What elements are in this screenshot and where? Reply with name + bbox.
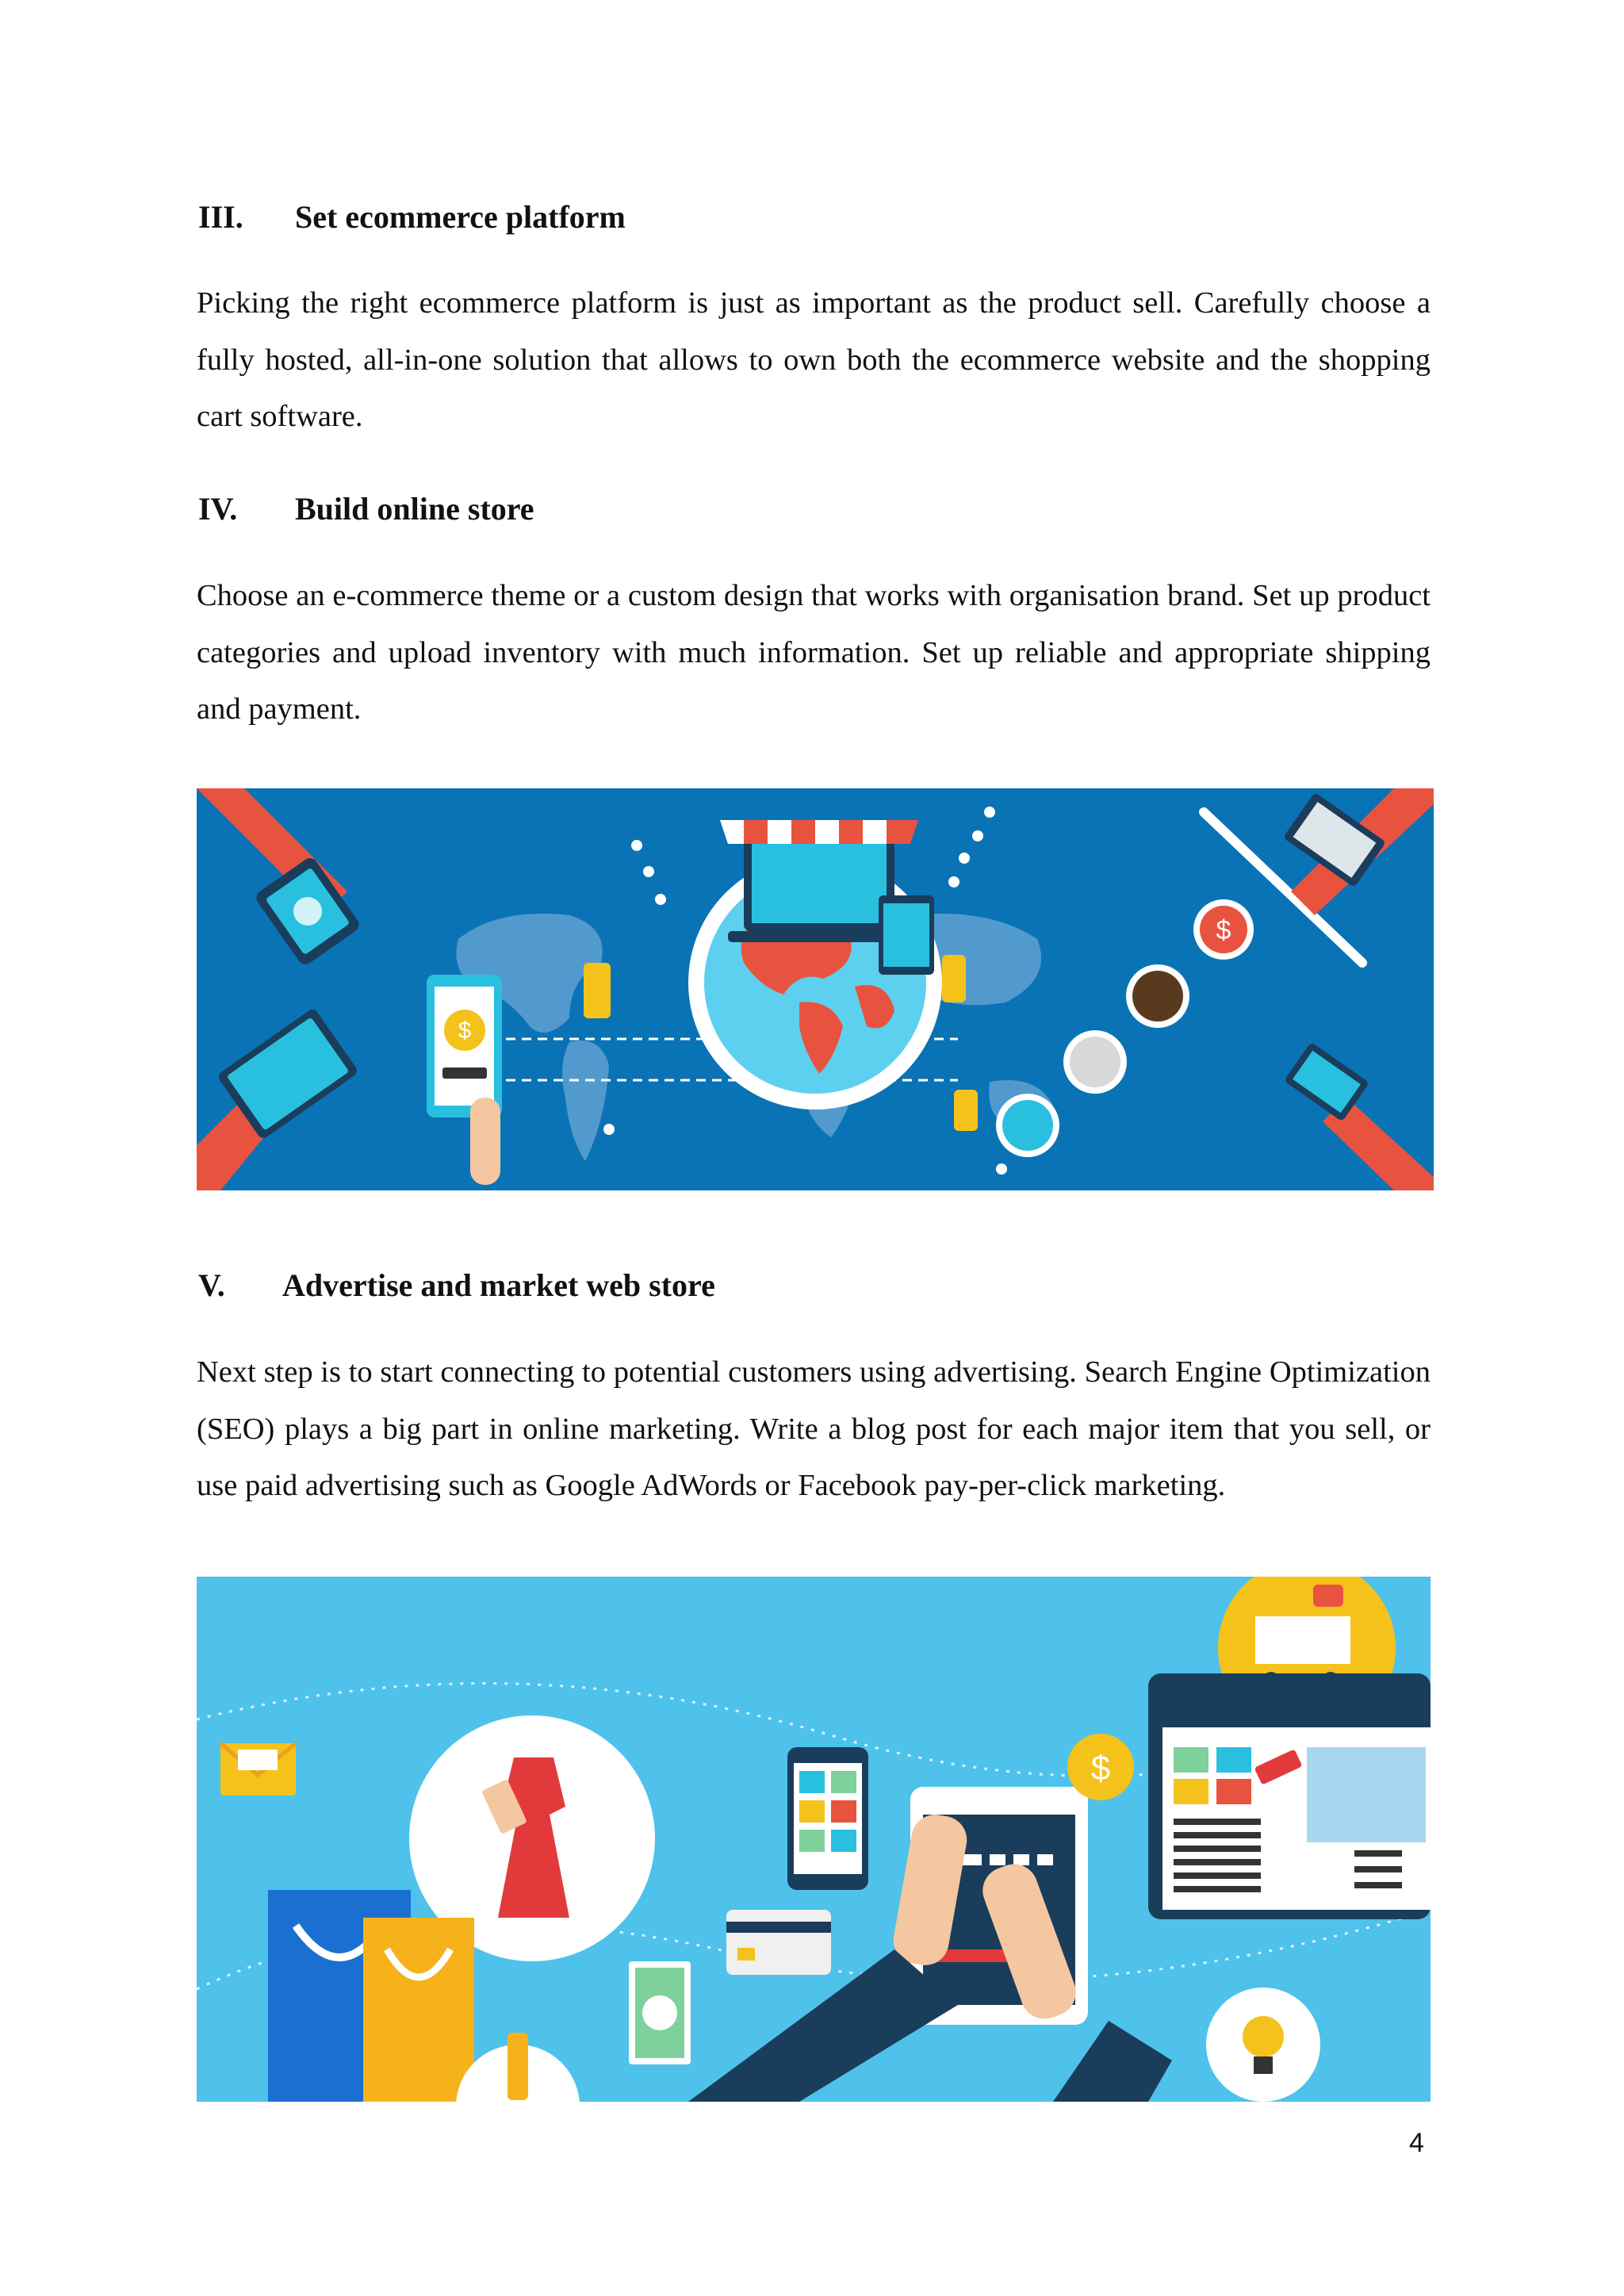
svg-text:$: $ xyxy=(1216,915,1231,945)
section-title: Set ecommerce platform xyxy=(295,199,626,235)
section-number: IV. xyxy=(198,491,238,527)
global-ecommerce-illustration xyxy=(197,788,1434,1190)
section-body-iv: Choose an e-commerce theme or a custom design that works with organisation brand. Set up product categories and upload inventory with much information. Set up reliable and appropriate shipping and payment. xyxy=(197,579,1431,726)
section-body-v: Next step is to start connecting to potential customers using advertising. Search Engine Optimization (SEO) plays a big part in online marketing. Write a blog post for each major item that you sell, or use paid advertising such as Google AdWords or Facebook pay-per-click marketing. xyxy=(197,1355,1431,1502)
section-title: Advertise and market web store xyxy=(282,1267,715,1303)
svg-text:$: $ xyxy=(458,1018,472,1044)
page-number: 4 xyxy=(1409,2128,1424,2158)
section-number: V. xyxy=(198,1267,225,1303)
section-title: Build online store xyxy=(295,491,534,527)
section-heading-iv xyxy=(198,490,534,528)
section-body-iii: Picking the right ecommerce platform is just as important as the product sell. Carefully choose a fully hosted, all-in-one solution that allows to own both the ecommerce website and the shopping cart software. xyxy=(197,286,1431,433)
section-number: III. xyxy=(198,199,243,235)
section-heading-iii xyxy=(198,198,626,236)
svg-text:$: $ xyxy=(1090,1749,1111,1788)
online-advertising-illustration xyxy=(197,1577,1431,2102)
section-heading-v xyxy=(198,1267,715,1305)
